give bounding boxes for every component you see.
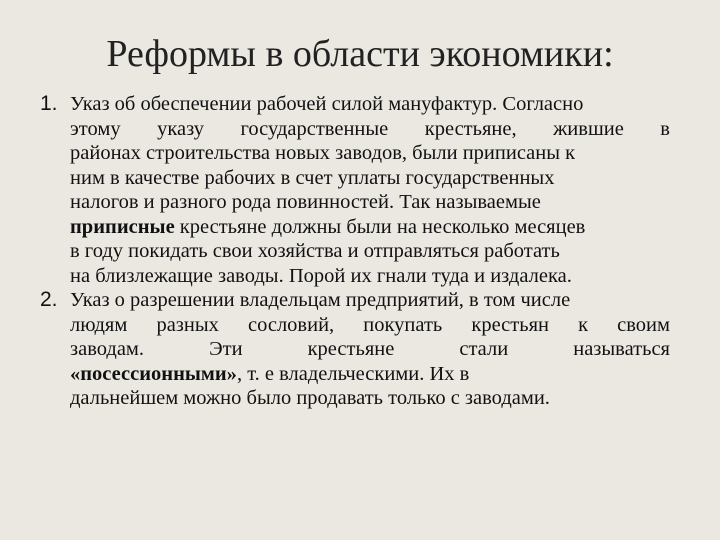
reform-list bbox=[40, 92, 672, 411]
term-pripisnye: приписные bbox=[70, 215, 175, 238]
word: государственные bbox=[240, 117, 389, 140]
word: к bbox=[578, 313, 589, 336]
word: указу bbox=[157, 117, 204, 140]
text-line: «посессионными», т. е владельческими. Их в bbox=[70, 362, 470, 385]
word: этому bbox=[70, 117, 121, 140]
text-line: ним в качестве рабочих в счет уплаты государственных bbox=[70, 166, 555, 189]
word: разных bbox=[156, 313, 219, 336]
word: людям bbox=[70, 313, 128, 336]
text-line: на близлежащие заводы. Порой их гнали туда и издалека. bbox=[70, 264, 572, 287]
text-line bbox=[70, 337, 670, 362]
word: сословий, bbox=[247, 313, 335, 336]
item-number: 2. bbox=[40, 288, 58, 311]
text-line: районах строительства новых заводов, были приписаны к bbox=[70, 142, 576, 164]
text-line: Указ о разрешении владельцам предприятий, в том числе bbox=[70, 289, 571, 311]
list-item bbox=[40, 92, 672, 288]
text-line: дальнейшем можно было продавать только с заводами. bbox=[70, 387, 550, 409]
word: крестьяне bbox=[307, 338, 395, 360]
text-line: в году покидать свои хозяйства и отправляться работать bbox=[70, 240, 560, 262]
word: крестьян bbox=[471, 313, 549, 336]
item-text bbox=[70, 92, 672, 288]
text-line bbox=[70, 313, 670, 338]
text-line: приписные крестьяне должны были на несколько месяцев bbox=[70, 215, 586, 238]
word: называться bbox=[573, 338, 670, 360]
slide-title: Реформы в области экономики: bbox=[106, 33, 614, 75]
word: в bbox=[660, 117, 670, 140]
word: крестьяне, bbox=[424, 117, 517, 140]
word: стали bbox=[459, 338, 509, 360]
word: жившие bbox=[553, 117, 624, 140]
word: Эти bbox=[209, 338, 243, 360]
item-text bbox=[70, 288, 672, 411]
list-item bbox=[40, 288, 672, 411]
word: заводам. bbox=[70, 338, 145, 360]
text-line: налогов и разного рода повинностей. Так называемые bbox=[70, 191, 541, 213]
text-line: Указ об обеспечении рабочей силой мануфактур. Согласно bbox=[70, 93, 584, 115]
text-line bbox=[70, 117, 670, 142]
item-number: 1. bbox=[40, 92, 58, 115]
term-posessionnye: «посессионными» bbox=[70, 362, 237, 385]
word: покупать bbox=[363, 313, 443, 336]
word: своим bbox=[617, 313, 670, 336]
